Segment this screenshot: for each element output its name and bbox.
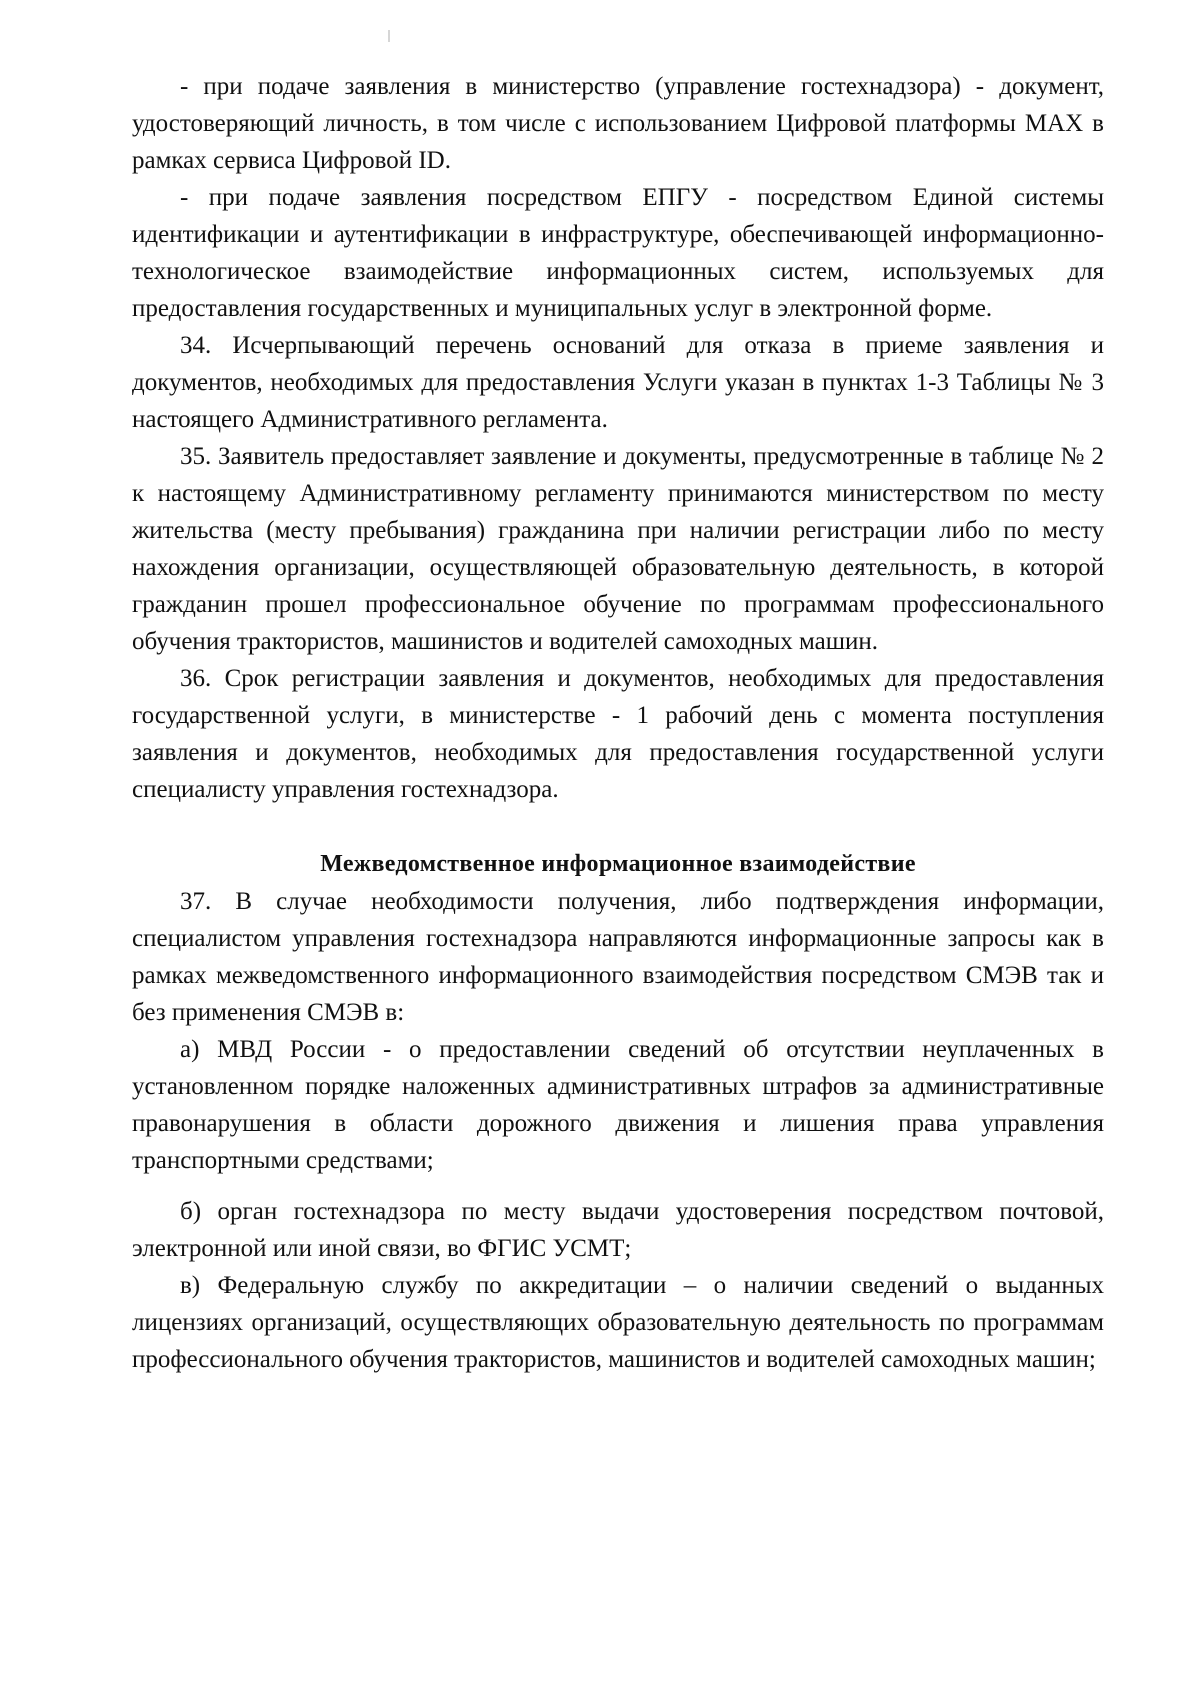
list-item-c: в) Федеральную службу по аккредитации – о наличии сведений о выданных лицензиях организаций, осуществляющих образовательную деятельность по программам профессионального обучения трактористов, машинистов и водителей самоходных машин; bbox=[132, 1272, 1104, 1373]
paragraph-34: 34. Исчерпывающий перечень оснований для отказа в приеме заявления и документов, необходимых для предоставления Услуги указан в пунктах 1-3 Таблицы № 3 настоящего Административного регламента. bbox=[132, 332, 1104, 433]
list-item-b: б) орган гостехнадзора по месту выдачи удостоверения посредством почтовой, электронной или иной связи, во ФГИС УСМТ; bbox=[132, 1198, 1104, 1262]
document-body bbox=[132, 68, 1104, 1378]
paragraph-identity-document: - при подаче заявления в министерство (управление гостехнадзора) - документ, удостоверяющий личность, в том числе с использованием Цифровой платформы MAX в рамках сервиса Цифровой ID. bbox=[132, 73, 1104, 174]
paragraph-36: 36. Срок регистрации заявления и документов, необходимых для предоставления государственной услуги, в министерстве - 1 рабочий день с момента поступления заявления и документов, необходимых для предоставления государственной услуги специалисту управления гостехнадзора. bbox=[132, 665, 1104, 803]
list-item-a: а) МВД России - о предоставлении сведений об отсутствии неуплаченных в установленном порядке наложенных административных штрафов за административные правонарушения в области дорожного движения и лишения права управления транспортными средствами; bbox=[132, 1036, 1104, 1174]
paragraph-epgu-identification: - при подаче заявления посредством ЕПГУ - посредством Единой системы идентификации и аутентификации в инфраструктуре, обеспечивающей информационно-технологическое взаимодействие информационных систем, используемых для предоставления государственных и муниципальных услуг в электронной форме. bbox=[132, 184, 1104, 322]
scan-mark bbox=[388, 30, 390, 42]
section-heading: Межведомственное информационное взаимодействие bbox=[320, 851, 916, 877]
paragraph-35: 35. Заявитель предоставляет заявление и документы, предусмотренные в таблице № 2 к настоящему Административному регламенту принимаются министерством по месту жительства (месту пребывания) гражданина при наличии регистрации либо по месту нахождения организации, осуществляющей образовательную деятельность, в которой гражданин прошел профессиональное обучение по программам профессионального обучения трактористов, машинистов и водителей самоходных машин. bbox=[132, 443, 1104, 655]
paragraph-37: 37. В случае необходимости получения, либо подтверждения информации, специалистом управления гостехнадзора направляются информационные запросы как в рамках межведомственного информационного взаимодействия посредством СМЭВ так и без применения СМЭВ в: bbox=[132, 888, 1104, 1026]
